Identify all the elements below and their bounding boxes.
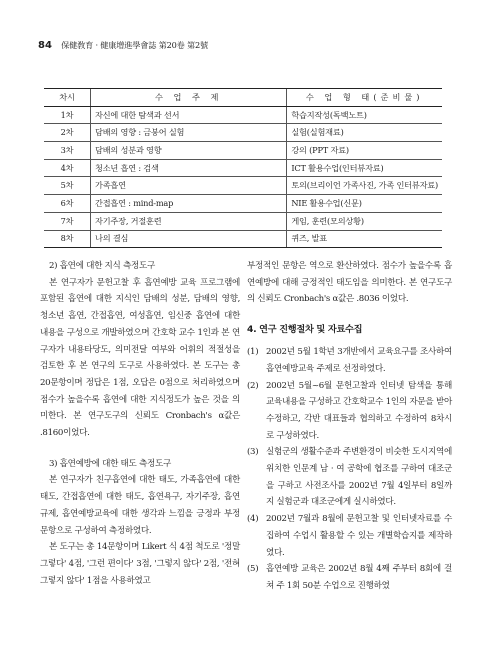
table-header-row — [44, 89, 442, 107]
cell-session: 6차 — [44, 195, 91, 213]
cell-topic: 담배의 성분과 영향 — [91, 142, 287, 160]
paragraph-reliability: 부정적인 문항은 역으로 환산하였다. 점수가 높을수록 흡연예방에 대해 긍정적인 태도임을 의미한다. 본 연구도구의 신뢰도 Cronbach's α값은 .8036 이었다. — [247, 261, 452, 305]
table-row — [44, 230, 442, 248]
lesson-schedule-table — [44, 88, 442, 248]
list-item-text: 실험군의 생활수준과 주변환경이 비슷한 도시지역에 위치한 인문계 남 · 여 공학에 협조를 구하여 대조군을 구하고 사전조사를 2002년 7월 4일부터 8일까지 실험군과 대조군에게 실시하였다. — [266, 447, 452, 508]
cell-session: 8차 — [44, 230, 91, 248]
list-item-number: (5) — [247, 564, 259, 575]
cell-topic: 간접흡연 : mind-map — [91, 195, 287, 213]
list-item-text: 흡연예방 교육은 2002년 8월 4째 주부터 8회에 걸쳐 주 1회 50분 수업으로 진행하였 — [266, 564, 452, 591]
list-item — [247, 561, 452, 594]
left-column — [40, 258, 240, 589]
cell-format: 퀴즈, 발표 — [287, 230, 442, 248]
cell-session: 2차 — [44, 124, 91, 142]
list-item — [247, 511, 452, 561]
list-item — [247, 344, 452, 377]
list-item-text: 2002년 7월과 8월에 문헌고찰 및 인터넷자료를 수집하여 수업시 활용할 수 있는 개별학습지를 제작하였다. — [266, 514, 452, 558]
journal-title: 保健敎育 · 健康增進學會誌 第20卷 第2號 — [61, 40, 208, 50]
cell-format: 토의(브리이언 가족사진, 가족 인터뷰자료) — [287, 177, 442, 195]
list-item-number: (1) — [247, 347, 259, 358]
cell-session: 7차 — [44, 212, 91, 230]
cell-format: 학습지작성(독백노트) — [287, 106, 442, 124]
list-item-number: (2) — [247, 380, 259, 391]
cell-format: 게임, 훈련(모의상황) — [287, 212, 442, 230]
cell-session: 1차 — [44, 106, 91, 124]
cell-format: NIE 활용수업(신문) — [287, 195, 442, 213]
column-header-topic: 수 업 주 제 — [91, 89, 287, 107]
procedure-list — [247, 344, 452, 595]
cell-format: ICT 활용수업(인터뷰자료) — [287, 159, 442, 177]
column-header-format: 수 업 형 태(준비물) — [287, 89, 442, 107]
cell-session: 5차 — [44, 177, 91, 195]
cell-topic: 자기주장, 거절훈련 — [91, 212, 287, 230]
running-header — [38, 40, 208, 51]
paragraph-likert-scale: 본 도구는 총 14문항이며 Likert 식 4점 척도로 '정말 그렇다' 4점, '그런 편이다' 3점, '그렇지 않다' 2점, '전혀 그렇지 않다' 1점을 사용하였고 — [40, 542, 240, 586]
list-item-number: (4) — [247, 514, 259, 525]
table-row — [44, 142, 442, 160]
section-heading-attitude-tool: 3) 흡연예방에 대한 태도 측정도구 — [49, 458, 171, 469]
paragraph-knowledge-tool: 본 연구자가 문헌고찰 후 흡연예방 교육 프로그램에 포함된 흡연에 대한 지식인 담배의 성분, 담배의 영향, 청소년 흡연, 간접흡연, 여성흡연, 임신중 흡연에 대한 내용을 구성으로 개발하였으며 간호학 교수 1인과 본 연구자가 내용타당도, 의미전달 여부와 어휘의 적절성을 검토한 후 본 연구의 도구로 사용하였다. 본 도구는 총 20문항이며 정답은 1점, 오답은 0점으로 처리하였으며 점수가 높을수록 흡연에 대한 지식정도가 높은 것을 의미한다. 본 연구도구의 신뢰도 Cronbach's α값은 .8160이었다. — [40, 277, 240, 439]
cell-topic: 자신에 대한 탐색과 선서 — [91, 106, 287, 124]
cell-topic: 청소년 흡연 : 검색 — [91, 159, 287, 177]
table-row — [44, 177, 442, 195]
cell-topic: 가족흡연 — [91, 177, 287, 195]
right-column — [247, 258, 452, 595]
table-row — [44, 212, 442, 230]
cell-format: 실험(실험재료) — [287, 124, 442, 142]
section-heading-procedure: 4. 연구 진행절차 및 자료수집 — [247, 324, 363, 336]
section-heading-knowledge-tool: 2) 흡연에 대한 지식 측정도구 — [49, 261, 155, 271]
cell-format: 강의 (PPT 자료) — [287, 142, 442, 160]
paragraph-attitude-tool: 본 연구자가 친구흡연에 대한 태도, 가족흡연에 대한 태도, 간접흡연에 대한 태도, 흡연욕구, 자기주장, 흡연규제, 흡연예방교육에 대한 생각과 느낌을 긍정과 부정문항으로 구성하여 측정하였다. — [40, 475, 240, 536]
cell-session: 3차 — [44, 142, 91, 160]
table-row — [44, 124, 442, 142]
table-row — [44, 159, 442, 177]
column-header-session: 차시 — [44, 89, 91, 107]
cell-topic: 담배의 영향 : 금붕어 실험 — [91, 124, 287, 142]
cell-session: 4차 — [44, 159, 91, 177]
table-row — [44, 195, 442, 213]
table-row — [44, 106, 442, 124]
list-item — [247, 378, 452, 445]
list-item-text: 2002년 5월~6월 문헌고찰과 인터넷 탐색을 통해 교육내용을 구성하고 간호학교수 1인의 자문을 받아 수정하고, 각반 대표들과 협의하고 수정하여 8차시로 구성하였다. — [266, 380, 452, 441]
list-item-number: (3) — [247, 447, 259, 458]
list-item — [247, 444, 452, 511]
page-number: 84 — [38, 40, 52, 51]
list-item-text: 2002년 5월 1학년 3개반에서 교육요구를 조사하여 흡연예방교육 주제로 선정하였다. — [266, 347, 452, 374]
cell-topic: 나의 결심 — [91, 230, 287, 248]
